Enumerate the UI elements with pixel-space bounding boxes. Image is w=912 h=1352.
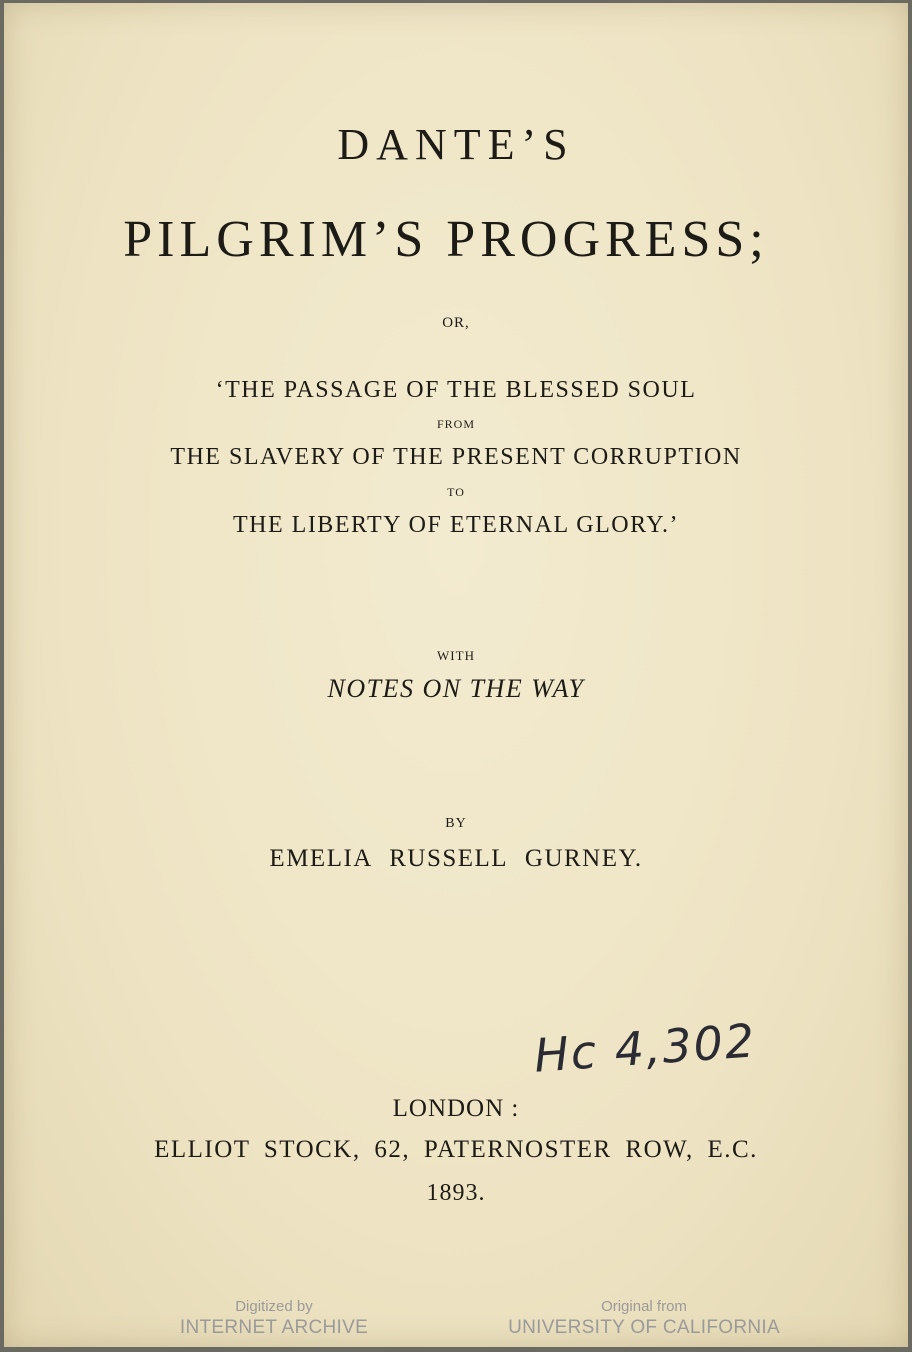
subtitle-line-3: THE LIBERTY OF ETERNAL GLORY.’ (233, 512, 679, 538)
notes-with: WITH (437, 648, 475, 663)
subtitle-line-1: ‘THE PASSAGE OF THE BLESSED SOUL (215, 377, 697, 403)
subtitle-or: OR, (442, 315, 470, 331)
digitized-by-label: Digitized by (235, 1298, 313, 1315)
handwritten-shelfmark: Hc 4,302 (532, 1013, 758, 1083)
title-line-2: PILGRIM’S PROGRESS; (123, 211, 769, 268)
title-page (4, 3, 908, 1347)
subtitle-line-2: THE SLAVERY OF THE PRESENT CORRUPTION (170, 444, 742, 470)
notes-title: NOTES ON THE WAY (327, 674, 585, 703)
subtitle-from: FROM (436, 417, 475, 431)
digitized-by-watermark (114, 1298, 434, 1339)
imprint-publisher: ELLIOT STOCK, 62, PATERNOSTER ROW, E.C. (154, 1136, 758, 1163)
original-from-label: Original from (601, 1298, 687, 1315)
author-name: EMELIA RUSSELL GURNEY. (269, 845, 643, 872)
internet-archive-label: INTERNET ARCHIVE (179, 1317, 369, 1338)
subtitle-to: TO (447, 485, 465, 499)
author-by: BY (445, 816, 467, 831)
university-label: UNIVERSITY OF CALIFORNIA (508, 1317, 780, 1338)
title-line-1: DANTE’S (337, 120, 575, 169)
imprint-year: 1893. (426, 1180, 486, 1206)
imprint-city: LONDON : (392, 1095, 520, 1122)
original-from-watermark (484, 1298, 804, 1339)
